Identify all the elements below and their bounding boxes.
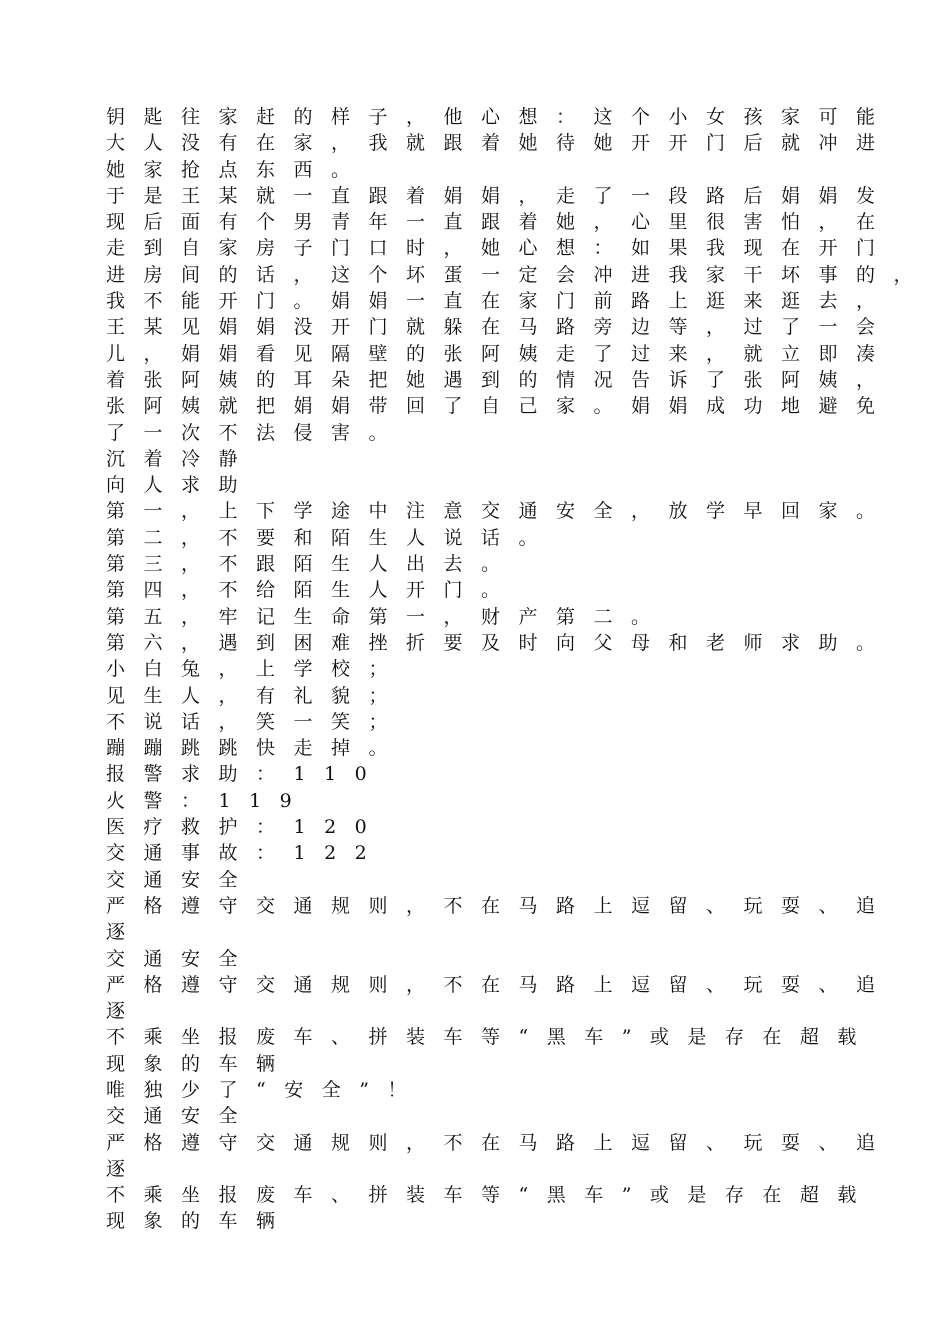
rhyme-line: 小白兔，上学校； [106, 658, 407, 681]
hotline-line: 交通事故：122 [106, 842, 386, 865]
text-line: 逐 [106, 921, 144, 944]
text-line: 现象的车辆 [106, 1052, 294, 1075]
text-line: 不乘坐报废车、拼装车等“黑车”或是存在超载 [106, 1184, 875, 1207]
text-line: 现后面有个男青年一直跟着她，心里很害怕，在 [106, 211, 894, 234]
text-line: 唯独少了“安全”！ [106, 1078, 425, 1101]
rule-line: 第二，不要和陌生人说话。 [106, 526, 557, 549]
text-line: 严格遵守交通规则，不在马路上逗留、玩耍、追 [106, 894, 894, 917]
heading-line: 向人求助 [106, 474, 257, 497]
text-line: 现象的车辆 [106, 1210, 294, 1233]
rule-line: 第一，上下学途中注意交通安全，放学早回家。 [106, 500, 894, 523]
rule-line: 第三，不跟陌生人出去。 [106, 553, 519, 576]
text-line: 了一次不法侵害。 [106, 421, 407, 444]
text-line: 于是王某就一直跟着娟娟，走了一段路后娟娟发 [106, 184, 894, 207]
hotline-line: 火警：119 [106, 789, 311, 812]
rhyme-line: 不说话，笑一笑； [106, 710, 407, 733]
rule-line: 第五，牢记生命第一，财产第二。 [106, 605, 669, 628]
hotline-line: 医疗救护：120 [106, 816, 386, 839]
text-line: 逐 [106, 1157, 144, 1180]
text-line: 王某见娟娟没开门就躲在马路旁边等，过了一会 [106, 316, 894, 339]
heading-line: 交通安全 [106, 1105, 257, 1128]
rhyme-line: 蹦蹦跳跳快走掉。 [106, 737, 407, 760]
rule-line: 第四，不给陌生人开门。 [106, 579, 519, 602]
text-line: 大人没有在家，我就跟着她待她开开门后就冲进 [106, 132, 894, 155]
text-line: 严格遵守交通规则，不在马路上逗留、玩耍、追 [106, 973, 894, 996]
text-line: 张阿姨就把娟娟带回了自己家。娟娟成功地避免 [106, 395, 894, 418]
text-line: 她家抢点东西。 [106, 158, 369, 181]
text-line: 走到自家房子门口时，她心想：如果我现在开门 [106, 237, 894, 260]
heading-line: 交通安全 [106, 868, 257, 891]
text-line: 儿，娟娟看见隔壁的张阿姨走了过来，就立即凑 [106, 342, 894, 365]
rhyme-line: 见生人，有礼貌； [106, 684, 407, 707]
text-line: 逐 [106, 1000, 144, 1023]
text-line: 钥匙往家赶的样子，他心想：这个小女孩家可能 [106, 106, 894, 128]
heading-line: 沉着冷静 [106, 447, 257, 470]
hotline-line: 报警求助：110 [106, 763, 386, 786]
rule-line: 第六，遇到困难挫折要及时向父母和老师求助。 [106, 631, 894, 654]
text-line: 着张阿姨的耳朵把她遇到的情况告诉了张阿姨， [106, 368, 894, 391]
heading-line: 交通安全 [106, 947, 257, 970]
text-line: 不乘坐报废车、拼装车等“黑车”或是存在超载 [106, 1026, 875, 1049]
body-text [106, 104, 932, 1235]
text-line: 我不能开门。娟娟一直在家门前路上逛来逛去， [106, 290, 894, 313]
text-line: 进房间的话，这个坏蛋一定会冲进我家干坏事的， [106, 263, 932, 286]
text-line: 严格遵守交通规则，不在马路上逗留、玩耍、追 [106, 1131, 894, 1154]
